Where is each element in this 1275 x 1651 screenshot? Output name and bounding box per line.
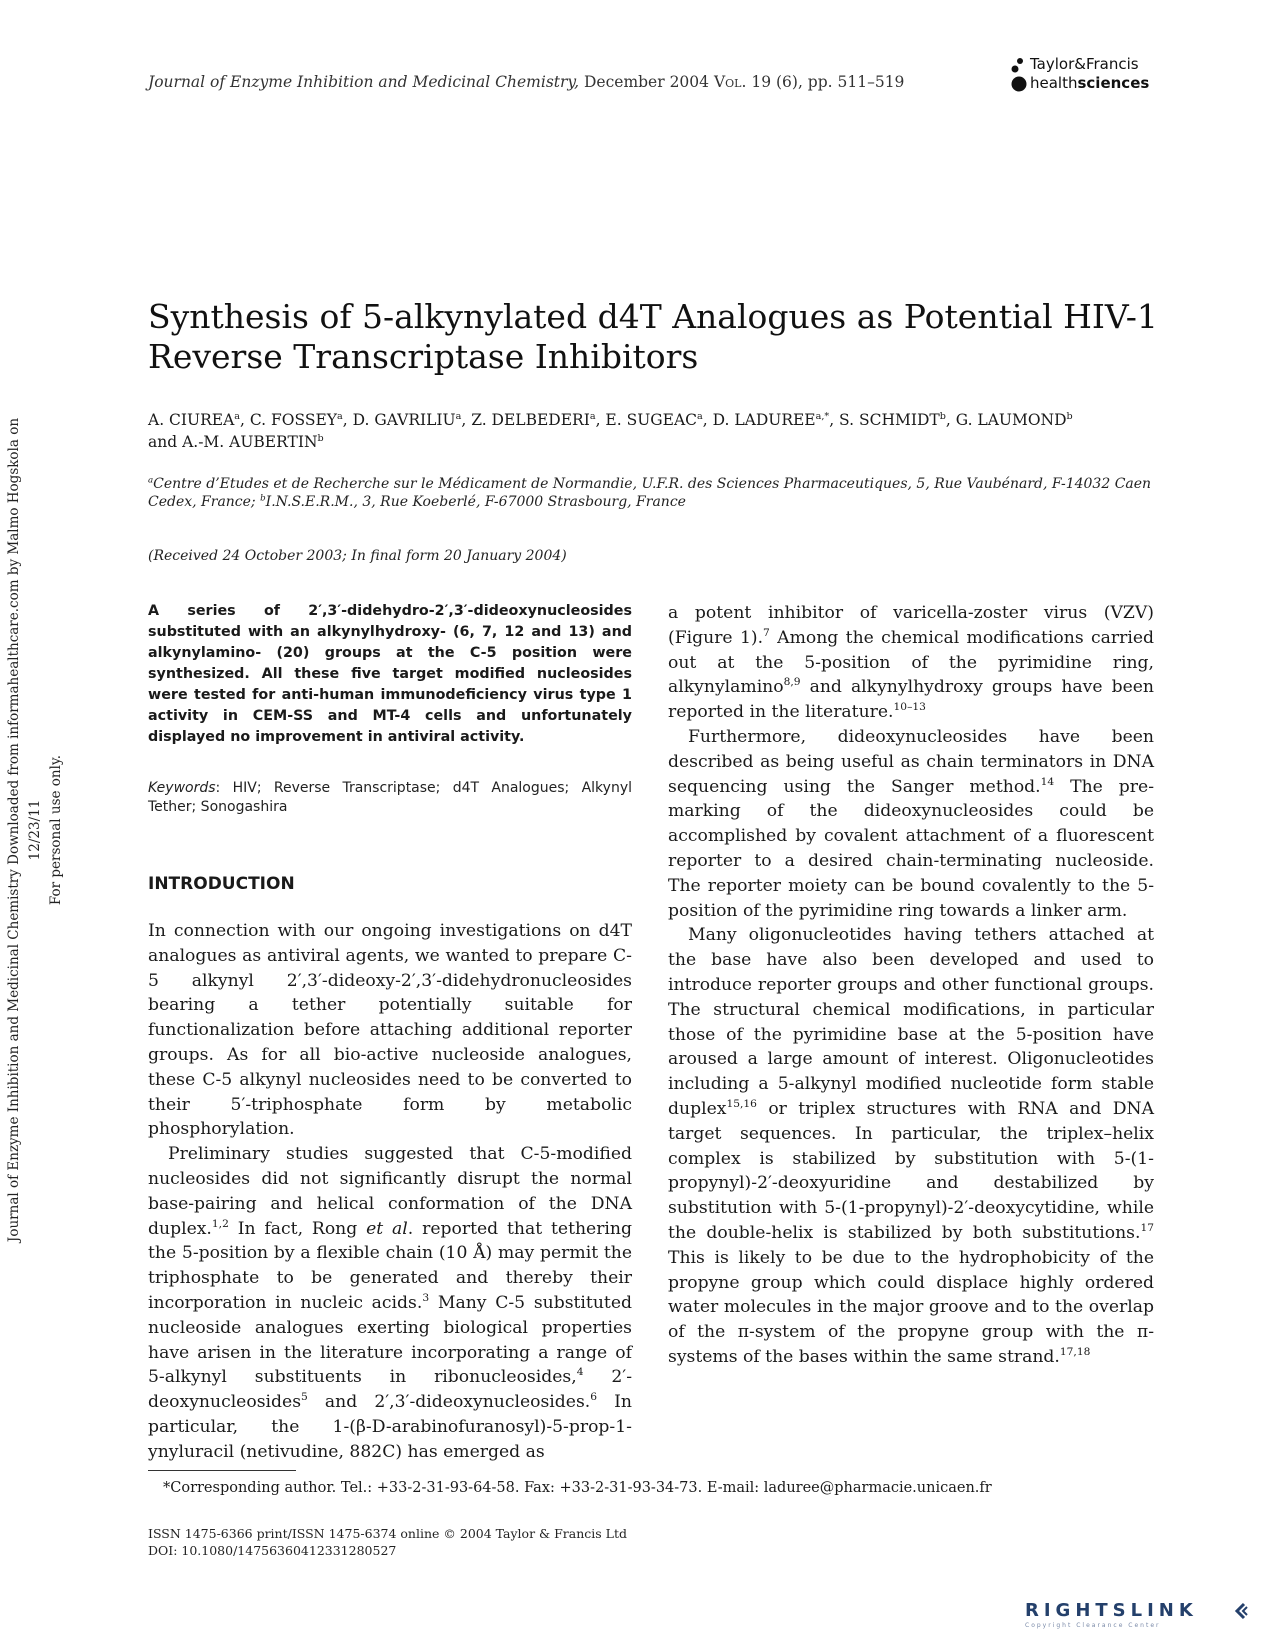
- paper-title: Synthesis of 5-alkynylated d4T Analogues as Potential HIV-1 Reverse Transcriptase Inhibitors: [148, 297, 1158, 376]
- paragraph: Preliminary studies suggested that C-5-modified nucleosides did not significantly disrupt the normal base-pairing and helical conformation of the DNA duplex.$^{1,2}$ In fact, Rong et al. reported that tethering the 5-position by a flexible chain (10 Å) may permit the triphosphate to be generated and thereby their incorporation in nucleic acids.$^3$ Many C-5 substituted nucleoside analogues exerting biological properties have arisen in the literature incorporating a range of 5-alkynyl substituents in ribonucleosides,$^4$ 2′-deoxynucleosides$^5$ and 2′,3′-dideoxynucleosides.$^6$ In particular, the 1-(β-D-arabinofuranosyl)-5-prop-1-ynyluracil (netivudine, 882C) has emerged as: [148, 1144, 633, 1462]
- issn-doi: [148, 1525, 627, 1559]
- download-notice: Journal of Enzyme Inhibition and Medicinal Chemistry Downloaded from informahealthcare.com by Malmo Hogskola on 12/23/11: [6, 417, 43, 1243]
- publisher-name: Taylor&Francis: [1030, 55, 1139, 73]
- body-column-right: [668, 601, 1154, 1370]
- issue-date: December 2004: [583, 73, 710, 91]
- journal-citation: [148, 73, 904, 91]
- volume-info: 19 (6), pp. 511–519: [751, 73, 905, 91]
- rightslink-label: RIGHTSLINK: [1025, 1600, 1198, 1621]
- rightslink-logo: [1020, 1600, 1255, 1630]
- corresponding-author-footnote: *Corresponding author. Tel.: +33-2-31-93-64-58. Fax: +33-2-31-93-34-73. E-mail: laduree@pharmacie.unicaen.fr: [163, 1480, 992, 1496]
- issn-line: ISSN 1475-6366 print/ISSN 1475-6374 online © 2004 Taylor & Francis Ltd: [148, 1526, 627, 1541]
- paragraph: a potent inhibitor of varicella-zoster virus (VZV) (Figure 1).$^7$ Among the chemical modifications carried out at the 5-position of the pyrimidine ring, alkynylamino$^{8,9}$ and alkynylhydroxy groups have been reported in the literature.$^{10-13}$: [668, 603, 1154, 723]
- publisher-logo: [1010, 55, 1160, 95]
- keywords-label: Keywords: [148, 780, 216, 796]
- received-dates: (Received 24 October 2003; In final form 20 January 2004): [148, 548, 567, 564]
- body-column-left: [148, 919, 632, 1465]
- personal-use-notice: For personal use only.: [48, 754, 64, 906]
- paragraph: In connection with our ongoing investigations on d4T analogues as antiviral agents, we wanted to prepare C-5 alkynyl 2′,3′-dideoxy-2′,3′-didehydronucleosides bearing a tether potentially suitable for functionalization before attaching additional reporter groups. As for all bio-active nucleoside analogues, these C-5 alkynyl nucleosides need to be converted to their 5′-triphosphate form by metabolic phosphorylation.: [148, 921, 632, 1140]
- publisher-division: healthsciences: [1030, 74, 1150, 92]
- affiliations: $^a$Centre d’Etudes et de Recherche sur le Médicament de Normandie, U.F.R. des Sciences Pharmaceutiques, 5, Rue Vaubénard, F-14032 Caen Cedex, France; $^b$I.N.S.E.R.M., 3, Rue Koeberlé, F-67000 Strasbourg, France: [148, 475, 1152, 510]
- keywords-text: : HIV; Reverse Transcriptase; d4T Analogues; Alkynyl Tether; Sonogashira: [148, 780, 632, 815]
- paragraph: Furthermore, dideoxynucleosides have been described as being useful as chain terminators in DNA sequencing using the Sanger method.$^{14}$ The pre-marking of the dideoxynucleosides could be accomplished by covalent attachment of a fluorescent reporter to a desired chain-terminating nucleoside. The reporter moiety can be bound covalently to the 5-position of the pyrimidine ring towards a linker arm.: [668, 726, 1154, 921]
- download-watermark: [4, 390, 64, 1270]
- keywords: [148, 779, 632, 817]
- section-heading-introduction: INTRODUCTION: [148, 874, 295, 894]
- footnote-divider: [148, 1470, 296, 1471]
- publisher-logo-dots-icon: [1010, 57, 1030, 93]
- author-list: A. CIUREA$^a$, C. FOSSEY$^a$, D. GAVRILIU$^a$, Z. DELBEDERI$^a$, E. SUGEAC$^a$, D. $LADUREE^{a,*}$, S. SCHMIDT$^b$, G. LAUMOND$^b$ and A.-M. AUBERTIN$^b$: [148, 410, 1073, 451]
- volume-label: Vol.: [713, 73, 747, 91]
- abstract: A series of 2′,3′-didehydro-2′,3′-dideoxynucleosides substituted with an alkynylhydroxy- (6, 7, 12 and 13) and alkynylamino- (20) groups at the C-5 position were synthesized. All these five target modified nucleosides were tested for anti-human immunodeficiency virus type 1 activity in CEM-SS and MT-4 cells and unfortunately displayed no improvement in antiviral activity.: [148, 603, 632, 745]
- doi-line: DOI: 10.1080/14756360412331280527: [148, 1543, 397, 1558]
- journal-name: Journal of Enzyme Inhibition and Medicinal Chemistry,: [148, 73, 580, 91]
- paragraph: Many oligonucleotides having tethers attached at the base have also been developed and used to introduce reporter groups and other functional groups. The structural chemical modifications, in particular those of the pyrimidine base at the 5-position have aroused a large amount of interest. Oligonucleotides including a 5-alkynyl modified nucleotide form stable duplex$^{15,16}$ or triplex structures with RNA and DNA target sequences. In particular, the triplex–helix complex is stabilized by substitution with 5-(1-propynyl)-2′-deoxyuridine and destabilized by substitution with 5-(1-propynyl)-2′-deoxycytidine, while the double-helix is stabilized by both substitutions.$^{17}$ This is likely to be due to the hydrophobicity of the propyne group which could displace highly ordered water molecules in the major groove and to the overlap of the π-system of the propyne group with the π-systems of the bases within the same strand.$^{17,18}$: [668, 925, 1154, 1367]
- rightslink-subtitle: Copyright Clearance Center: [1025, 1622, 1161, 1629]
- rightslink-chevron-icon: [1232, 1601, 1252, 1621]
